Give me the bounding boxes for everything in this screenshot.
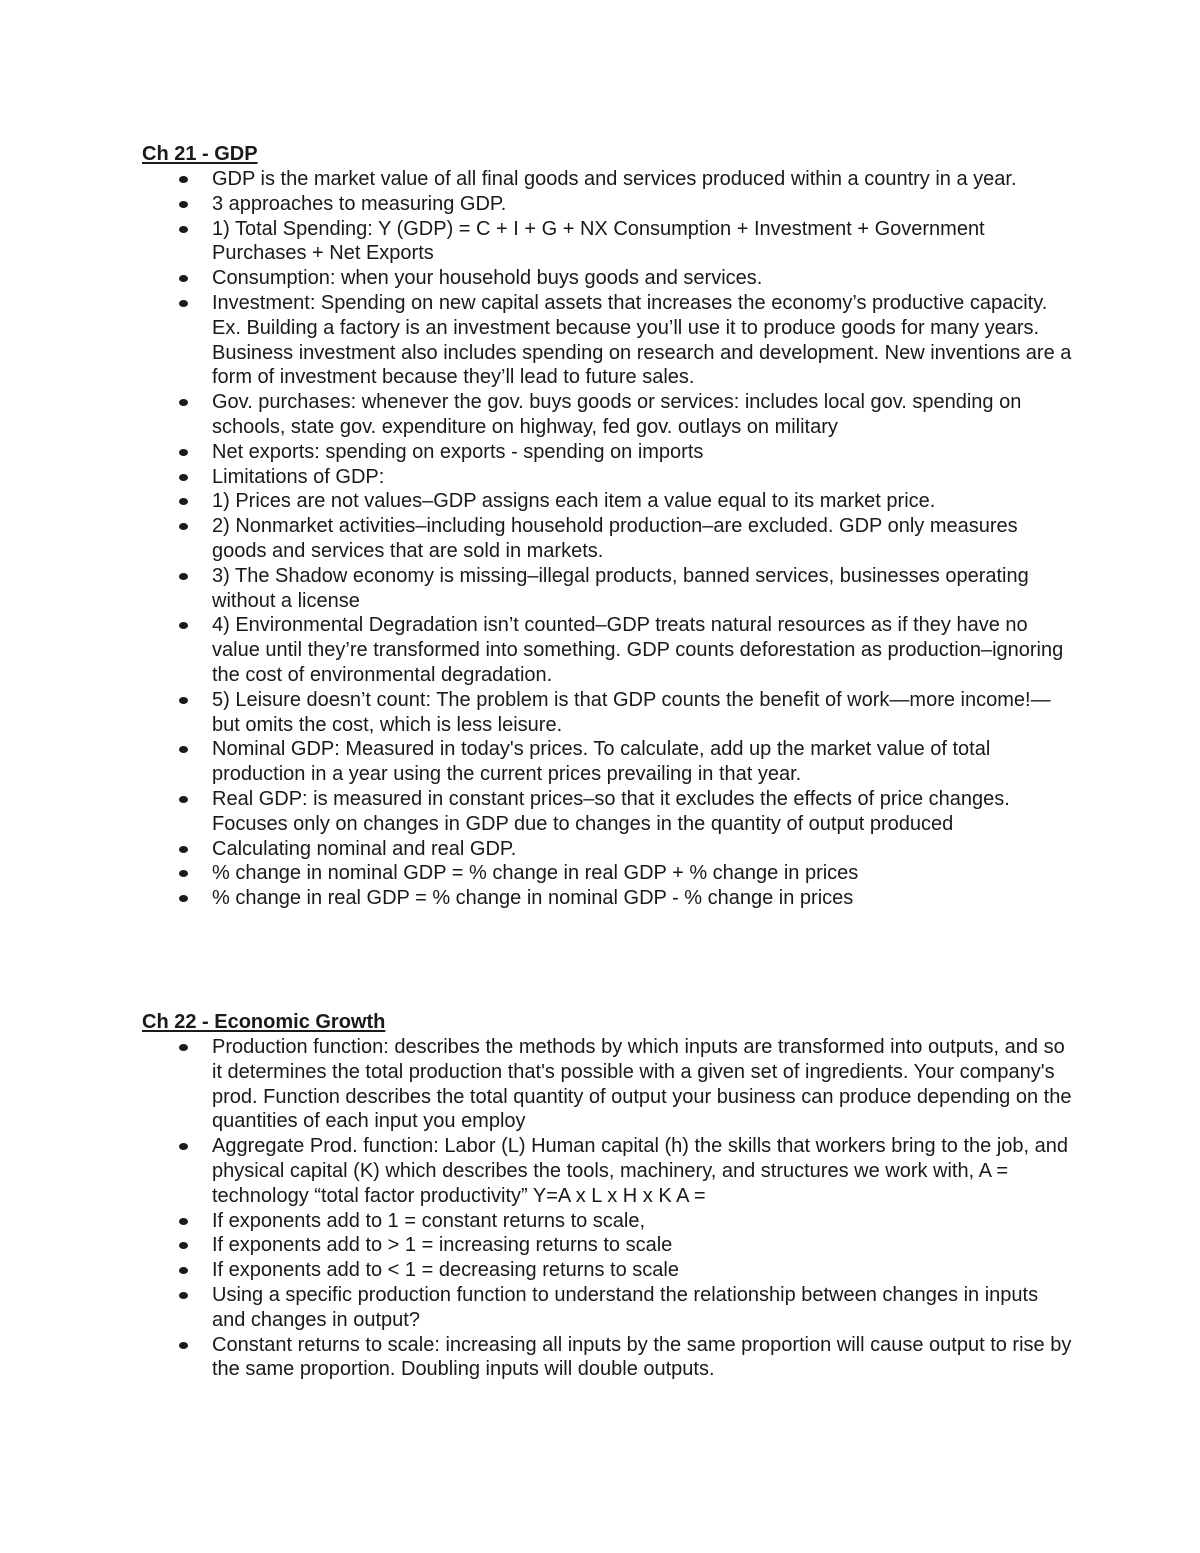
bullet-dot-icon [179,1218,188,1225]
list-item [142,688,1072,738]
list-item [142,489,1072,514]
list-item-text: Limitations of GDP: [212,465,385,488]
list-item-text: If exponents add to 1 = constant returns to scale, [212,1209,646,1232]
bullet-dot-icon [179,622,188,629]
list-item [142,564,1072,614]
list-item-text: Aggregate Prod. function: Labor (L) Human capital (h) the skills that workers bring to the job, and physical capital (K) which describes the tools, machinery, and structures we work with, A = technology “total factor productivity” Y=A x L x H x K A = [212,1135,1069,1207]
bullet-dot-icon [179,201,188,208]
list-item-text: Investment: Spending on new capital assets that increases the economy’s productive capacity. Ex. Building a factory is an investment because you’ll use it to produce goods for many years. Business investment also includes spending on research and development. New inventions are a form of investment because they’ll lead to future sales. [212,291,1072,389]
bullet-dot-icon [179,846,188,853]
list-item [142,837,1072,862]
list-item-text: 3) The Shadow economy is missing–illegal products, banned services, businesses operating without a license [212,564,1029,612]
list-item-text: Production function: describes the methods by which inputs are transformed into outputs, and so it determines the total production that's possible with a given set of ingredients. Your company's prod. Function describes the total quantity of output your business can produce depending on the quantities of each input you employ [212,1036,1072,1133]
list-item [142,465,1072,490]
bullet-dot-icon [179,870,188,877]
list-item-text: Real GDP: is measured in constant prices–so that it excludes the effects of price changes. Focuses only on changes in GDP due to changes in the quantity of output produced [212,787,1010,835]
bullet-dot-icon [179,1143,188,1150]
bullet-dot-icon [179,1342,188,1349]
list-item-text: Net exports: spending on exports - spending on imports [212,440,704,463]
list-item-text: 3 approaches to measuring GDP. [212,192,507,215]
bullet-list-gdp [142,167,1072,911]
list-item-text: If exponents add to < 1 = decreasing returns to scale [212,1259,679,1282]
list-item-text: 1) Prices are not values–GDP assigns each item a value equal to its market price. [212,490,936,513]
list-item [142,787,1072,837]
list-item [142,861,1072,886]
list-item [142,266,1072,291]
list-item-text: Calculating nominal and real GDP. [212,837,517,860]
bullet-dot-icon [179,275,188,282]
bullet-list-economic-growth [142,1035,1072,1382]
bullet-dot-icon [179,176,188,183]
list-item [142,1233,1072,1258]
bullet-dot-icon [179,226,188,233]
section-title-gdp: Ch 21 - GDP [142,143,258,165]
list-item-text: 5) Leisure doesn’t count: The problem is that GDP counts the benefit of work—more income!—but omits the cost, which is less leisure. [212,688,1051,736]
bullet-dot-icon [179,1267,188,1274]
list-item [142,613,1072,687]
list-item [142,1209,1072,1234]
bullet-dot-icon [179,449,188,456]
bullet-dot-icon [179,1292,188,1299]
bullet-dot-icon [179,300,188,307]
list-item-text: 1) Total Spending: Y (GDP) = C + I + G + NX Consumption + Investment + Government Purchases + Net Exports [212,217,985,265]
list-item [142,1333,1072,1383]
list-item [142,1258,1072,1283]
bullet-dot-icon [179,746,188,753]
list-item-text: GDP is the market value of all final goods and services produced within a country in a year. [212,168,1017,190]
bullet-dot-icon [179,1044,188,1051]
bullet-dot-icon [179,498,188,505]
list-item [142,737,1072,787]
list-item [142,192,1072,217]
list-item-text: If exponents add to > 1 = increasing returns to scale [212,1234,673,1257]
list-item [142,1283,1072,1333]
list-item-text: Nominal GDP: Measured in today's prices. To calculate, add up the market value of total production in a year using the current prices prevailing in that year. [212,738,991,786]
list-item [142,514,1072,564]
list-item [142,886,1072,911]
list-item [142,1035,1072,1134]
list-item [142,291,1072,390]
list-item-text: 4) Environmental Degradation isn’t counted–GDP treats natural resources as if they have no value until they’re transformed into something. GDP counts deforestation as production–ignoring the cost of environmental degradation. [212,614,1064,686]
list-item-text: Constant returns to scale: increasing all inputs by the same proportion will cause output to rise by the same proportion. Doubling inputs will double outputs. [212,1333,1072,1381]
bullet-dot-icon [179,895,188,902]
bullet-dot-icon [179,1242,188,1249]
bullet-dot-icon [179,399,188,406]
bullet-dot-icon [179,474,188,481]
bullet-dot-icon [179,796,188,803]
list-item [142,167,1072,192]
list-item-text: Using a specific production function to understand the relationship between changes in inputs and changes in output? [212,1283,1039,1331]
bullet-dot-icon [179,573,188,580]
bullet-dot-icon [179,523,188,530]
list-item-text: % change in real GDP = % change in nominal GDP - % change in prices [212,887,854,910]
list-item-text: Gov. purchases: whenever the gov. buys goods or services: includes local gov. spending on schools, state gov. expenditure on highway, fed gov. outlays on military [212,391,1022,438]
bullet-dot-icon [179,697,188,704]
list-item [142,390,1072,440]
list-item-text: 2) Nonmarket activities–including household production–are excluded. GDP only measures goods and services that are sold in markets. [212,515,1018,562]
list-item-text: % change in nominal GDP = % change in real GDP + % change in prices [212,862,859,885]
list-item-text: Consumption: when your household buys goods and services. [212,267,763,290]
list-item [142,1134,1072,1208]
list-item [142,217,1072,267]
list-item [142,440,1072,465]
section-title-economic-growth: Ch 22 - Economic Growth [142,1011,386,1033]
